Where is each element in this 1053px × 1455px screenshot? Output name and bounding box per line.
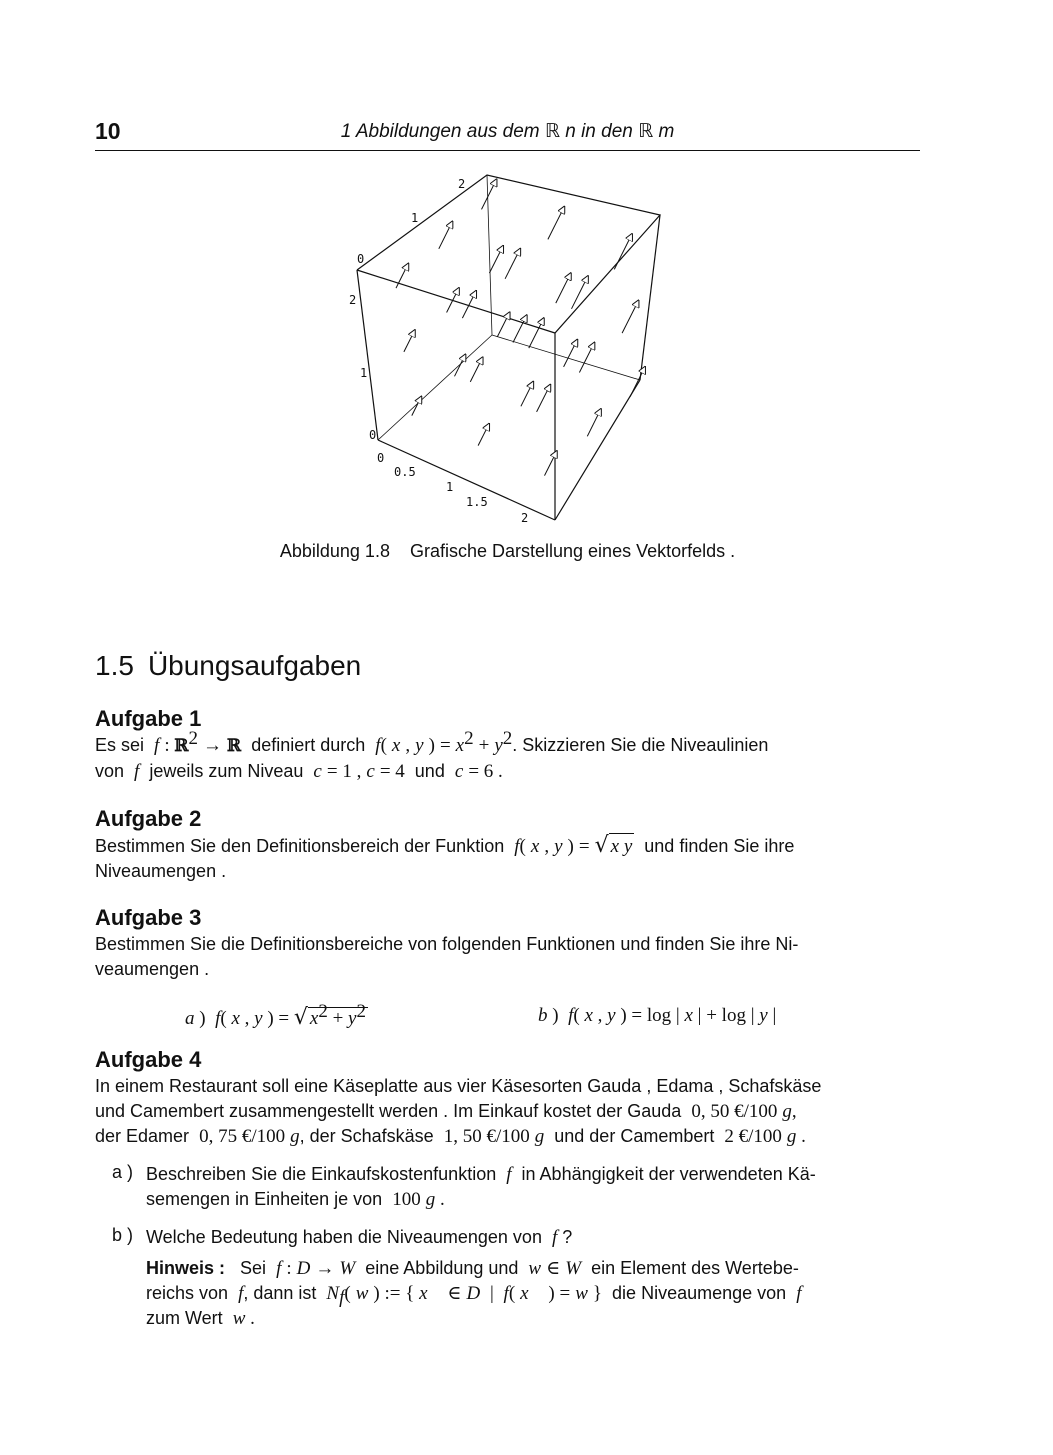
task-2-text: Bestimmen Sie den Definitionsbereich der Funktion f( x , y ) = √ x y und finden Sie ihre Niveaumengen . (95, 833, 795, 881)
section-title: Übungsaufgaben (147, 650, 362, 681)
vector-arrows (396, 179, 645, 475)
tick-top-2: 2 (458, 177, 466, 191)
figure-caption (95, 541, 920, 562)
task-1-text: Es sei f : ℝ$^2$ → ℝ definiert durch f( x , y ) = $x^2 + y^2$. Skizzieren Sie die Niveaulinien von f jeweils zum Niveau c = 1 , c = 4 und c = 6 . (95, 728, 769, 782)
axis-tick-labels (349, 177, 528, 525)
hint-text: Hinweis : Sei f : D → W eine Abbildung und w ∈ W ein Element des Wertebe- reichs von f, dann ist $N_f$( w ) := { x⃗ ∈ D | f( x⃗ ) = w } die Niveaumenge von f zum Wert w . (146, 1258, 802, 1329)
task-2-heading: Aufgabe 2 (95, 806, 202, 831)
vector-arrow (439, 222, 453, 249)
vector-arrow (482, 179, 497, 209)
vector-arrow (478, 424, 489, 446)
vector-arrow (548, 207, 564, 240)
vector-arrow (572, 276, 588, 309)
caption-label: Abbildung 1.8 (279, 541, 390, 561)
task-4-heading: Aufgabe 4 (95, 1047, 202, 1072)
task-3-heading: Aufgabe 3 (95, 905, 202, 930)
vector-arrow (470, 357, 482, 382)
vector-arrow (455, 355, 466, 377)
task-3-text: Bestimmen Sie die Definitionsbereiche von folgenden Funktionen und finden Sie ihre Ni- veaumengen . (95, 934, 799, 979)
vector-arrow (404, 330, 415, 352)
item-b-label: b ) (112, 1225, 134, 1245)
item-a-text: Beschreiben Sie die Einkaufskostenfunktion f in Abhängigkeit der verwendeten Kä- semengen in Einheiten je von 100 g . (146, 1164, 816, 1210)
tick-bot-0: 0 (377, 451, 385, 465)
vector-arrow (489, 246, 503, 273)
vector-arrow (564, 340, 578, 367)
page-number: 10 (95, 118, 121, 144)
vector-arrow (556, 273, 571, 303)
tick-bot-2: 2 (521, 511, 529, 525)
tick-bot-1: 1 (446, 480, 454, 494)
vector-arrow (587, 409, 601, 436)
vector-arrow (529, 318, 544, 348)
tick-bot-1.5: 1.5 (466, 495, 488, 509)
vector-arrow (505, 249, 520, 279)
formula-b: b ) f( x , y ) = log | x | + log | y | (538, 1005, 777, 1026)
tick-vert-1: 1 (360, 366, 368, 380)
tick-top-1: 1 (411, 211, 419, 225)
hint-label: Hinweis : (146, 1258, 226, 1278)
vector-arrow (513, 315, 527, 342)
tick-vert-0: 0 (369, 428, 377, 442)
tick-top-0: 0 (357, 252, 365, 266)
vector-arrow (412, 397, 422, 416)
vector-arrow (622, 301, 638, 334)
vector-arrow (614, 234, 632, 269)
vector-arrow (447, 288, 459, 313)
vector-field-figure (340, 168, 680, 533)
caption-text: Grafische Darstellung eines Vektorfelds . (409, 541, 736, 561)
running-title: 1 Abbildungen aus dem ℝ n in den ℝ m (340, 121, 675, 142)
item-b-text: Welche Bedeutung haben die Niveaumengen von f ? (146, 1227, 573, 1248)
vector-arrow (579, 343, 594, 373)
vector-arrow (630, 367, 645, 397)
item-a-label: a ) (112, 1162, 134, 1182)
formula-a: a ) f( x , y ) = √ $x^2 + y^2$ (185, 1001, 366, 1030)
vector-arrow (521, 382, 533, 407)
tick-bot-0.5: 0.5 (394, 465, 416, 479)
section-heading (95, 650, 361, 682)
task-1-heading: Aufgabe 1 (95, 706, 202, 731)
section-number: 1.5 (95, 650, 134, 681)
vector-arrow (537, 385, 551, 412)
header-rule (95, 150, 920, 151)
task-4-text: In einem Restaurant soll eine Käseplatte aus vier Käsesorten Gauda , Edama , Schafskäse und Camembert zusammengestellt werden . Im Einkauf kostet der Gauda 0, 50 €/100 g, der Edamer 0, 75 €/100 g, der Schafskäse 1, 50 €/100 g und der Camembert 2 €/100 g . (95, 1076, 822, 1147)
tick-vert-2: 2 (349, 293, 357, 307)
